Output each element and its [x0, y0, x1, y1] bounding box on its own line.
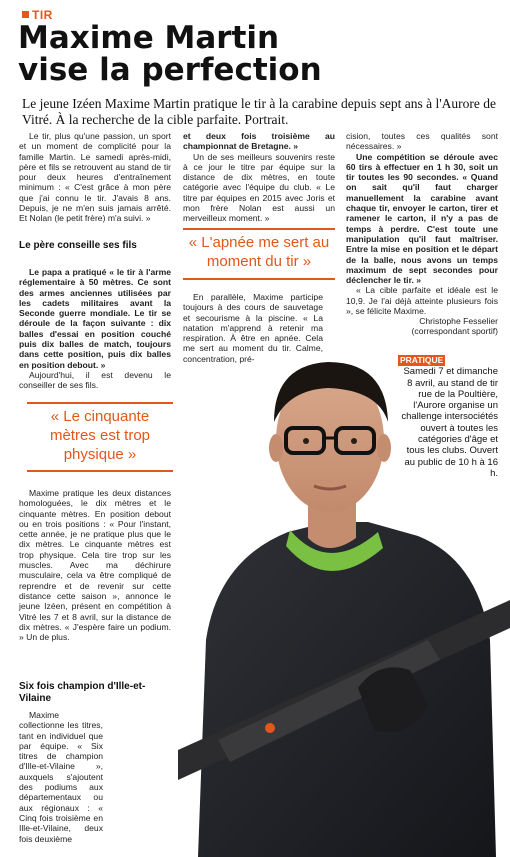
col1-subhead-2: Six fois champion d'Ille-et-Vilaine	[19, 681, 146, 704]
headline-line-1: Maxime Martin	[18, 20, 280, 56]
info-box	[398, 355, 498, 479]
author-role: (correspondant sportif)	[411, 326, 498, 337]
col2-block-2	[183, 292, 323, 364]
col1-paragraph-2: Le papa a pratiqué « le tir à l'arme réglementaire à 50 mètres. Ce sont des armes anciennes utilisées par les cadets militaires avant la Seconde guerre mondiale. Le tir se déroule de la façon suivante : dix balles d'essai en position couché puis dix balles de match, toujours dans cette position, puis dix balles en position debout. »	[19, 267, 171, 370]
col1-paragraph-5: Maxime collectionne les titres, tant en individuel que par équipe. « Six titres de champion d'Ille-et-Vilaine », auxquels s'ajoutent des podiums aux départementaux ou aux régionaux : « Cinq fois troisième en Ille-et-Vilaine, deux fois deuxième	[19, 710, 103, 844]
col2-paragraph-2: Un de ses meilleurs souvenirs reste à ce jour le titre par équipe sur la distance de dix mètres, en toute catégorie avec l'équipe du club. « Le titre par équipes en 2015 avec Joris et mon frère Nolan est aussi un merveilleux moment. »	[183, 151, 335, 224]
pull-quote-2-rule-top	[183, 228, 335, 230]
col2-paragraph-3: En parallèle, Maxime participe toujours à des cours de sauvetage et secourisme à la piscine. « La natation m'apprend à retenir ma respiration. À être en apnée. Cela me sert au moment du tir. Calme, concentration, pré-	[183, 292, 323, 364]
pull-quote-rule-top	[27, 402, 173, 404]
section-marker-icon	[22, 11, 29, 18]
standfirst: Le jeune Izéen Maxime Martin pratique le tir à la carabine depuis sept ans à l'Aurore de Vitré. À la recherche de la cible parfaite. Portrait.	[22, 96, 496, 127]
section-label: TIR	[32, 8, 53, 22]
pull-quote-2: « L'apnée me sert au moment du tir »	[188, 234, 330, 270]
col1-paragraph-4: Maxime pratique les deux distances homologuées, le dix mètres et le cinquante mètres. En position debout ou en trois positions : « Pour l'instant, cette année, je ne pratique plus que le dix mètres. Le cinquante mètres est trop physique. Cela tire trop sur les muscles. Avec ma déchirure musculaire, cela va être compliqué de reprendre et de revenir sur cette distance cette saison », annonce le jeune Izéen, présent en compétition à Vitré les 7 et 8 avril, sur la distance de dix mètres. « J'espère faire un podium. » Un de plus.	[19, 488, 171, 643]
col1-block-2	[19, 267, 171, 391]
col2-paragraph-1: et deux fois troisième au championnat de Bretagne. »	[183, 131, 335, 152]
col1-block-4	[19, 710, 103, 844]
col1-block-3	[19, 488, 171, 642]
col1-subhead-1: Le père conseille ses fils	[19, 240, 137, 251]
col1-paragraph-1: Le tir, plus qu'une passion, un sport et un moment de complicité pour la famille Martin. Le samedi après-midi, père et fils se retrouvent au stand de tir pour deux heures d'entraînement minimum : « C'est grâce à mon père que j'ai connu le tir. J'avais 8 ans. Depuis, je ne m'en suis jamais arrêté. Et Nolan (le petit frère) m'a suivi. »	[19, 131, 171, 224]
info-box-text: Samedi 7 et dimanche 8 avril, au stand de tir rue de la Poultière, l'Aurore organise un challenge intersociétés ouvert à toutes les catégories d'âge et tous les clubs. Ouvert au public de 10 h à 16 h.	[401, 366, 498, 479]
pull-quote-1: « Le cinquante mètres est trop physique »	[49, 408, 151, 463]
column-1	[19, 131, 171, 224]
column-2	[183, 131, 335, 224]
col1-paragraph-3: Aujourd'hui, il est devenu le conseiller de ses fils.	[19, 369, 171, 391]
col3-paragraph-3: « La cible parfaite et idéale est le 10,9. Je l'ai déjà atteinte plusieurs fois », se félicite Maxime.	[346, 285, 498, 317]
col3-paragraph-1: cision, toutes ces qualités sont nécessaires. »	[346, 131, 498, 152]
col3-paragraph-2: Une compétition se déroule avec 60 tirs à effectuer en 1 h 30, soit un tir toutes les 90 secondes. « Quand on sait qu'il faut charger manuellement la carabine avant chaque tir, envoyer le carton, tirer et ramener le carton, il n'y a pas de temps à perdre. C'est toute une manipulation qu'il faut maîtriser. Entre la mise en position et le départ de la balle, nous avons un temps maximum de sept secondes pour déclencher le tir. »	[346, 151, 498, 286]
pull-quote-rule-bottom	[27, 470, 173, 472]
headline-line-2: vise la perfection	[18, 52, 322, 88]
column-3	[346, 131, 498, 316]
headline	[18, 22, 498, 86]
author-name: Christophe Fesselier	[419, 316, 498, 326]
byline	[346, 316, 498, 337]
info-box-tag: PRATIQUE	[400, 355, 444, 365]
pull-quote-2-rule-bottom	[183, 278, 335, 280]
